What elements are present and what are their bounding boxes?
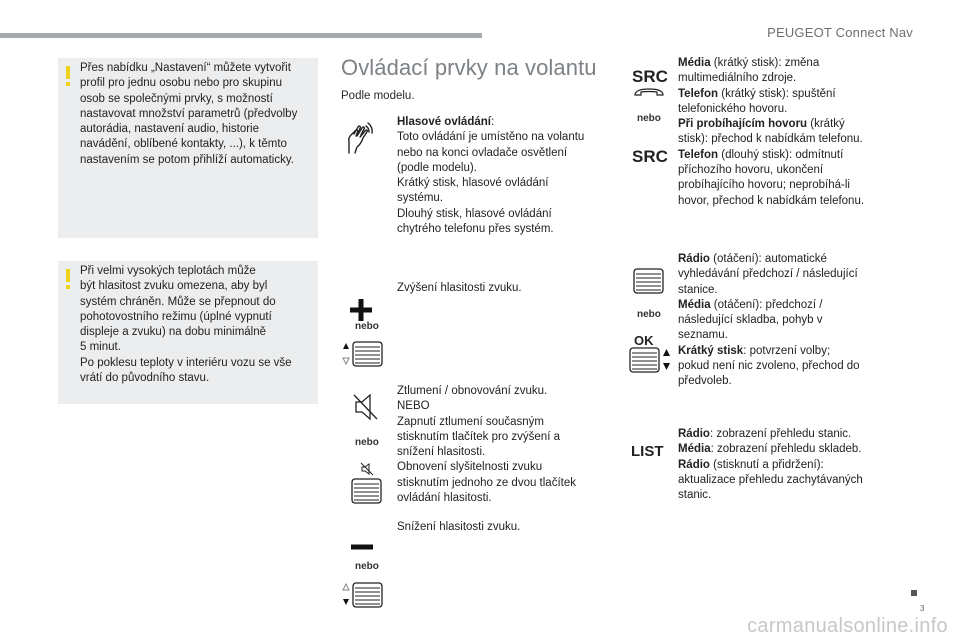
or-label: nebo [355,561,379,572]
list-text: (stisknutí a přidržení): aktualizace přehledu zachytávaných stanic. [678,458,863,502]
mute-text: Ztlumení / obnovování zvuku. NEBO Zapnutí ztlumení současným stisknutím tlačítek pro zvýšení a snížení hlasitosti. Obnovení slyšitelnosti zvuku stisknutím jednoho ze dvou tlačítek ovládání hlasitosti. [397,385,576,505]
list-label: LIST [631,443,664,460]
voice-command-label: Hlasové ovládání [397,116,491,128]
section-title: Ovládací prvky na volantu [341,55,597,80]
or-label: nebo [637,113,661,124]
note-marker [66,82,70,86]
scroll-wheel-icon [346,476,384,506]
scroll-wheel-down-icon [340,580,384,610]
header-title: PEUGEOT Connect Nav [767,25,913,40]
list-text: : zobrazení přehledu skladeb. [710,443,862,456]
watermark: carmanualsonline.info [747,615,948,637]
continuation-marker [911,590,917,596]
src-term: Telefon [678,148,719,161]
src-term: Při probíhajícím hovoru [678,118,808,131]
voice-command-icon [344,120,376,154]
section-subtitle: Podle modelu. [341,90,415,102]
note-marker [66,285,70,289]
src-text: (krátký stisk): spuštění telefonického hovoru. [678,87,836,115]
note-marker [66,66,70,79]
thumbwheel-icon [632,266,666,296]
volume-down-text: Snížení hlasitosti zvuku. [397,521,521,533]
src-text: (dlouhý stisk): odmítnutí příchozího hovoru, ukončení probíhajícího hovoru; neprobíhá-li hovor, přechod k nabídkám telefonu. [678,148,865,207]
note-text: Při velmi vysokých teplotách může být hlasitost zvuku omezena, aby byl systém chráněn. Může se přepnout do pohotovostního režimu (úplné vypnutí displeje a zvuku) na dobu minimálně 5 minut. Po poklesu teploty v interiéru vozu se vše vrátí do původního stavu. [80,265,292,385]
header-bar [0,33,482,38]
plus-icon [349,298,373,322]
small-mute-icon [360,462,374,476]
or-label: nebo [355,437,379,448]
src-label: SRC [632,147,668,166]
src-description [678,56,908,209]
list-term: Rádio [678,458,710,471]
note-marker [66,269,70,282]
list-description [678,427,908,503]
minus-icon [350,543,374,551]
thumbwheel-term: Rádio [678,253,710,265]
or-label: nebo [637,309,661,320]
scroll-wheel-up-icon [340,339,384,369]
ok-label: OK [634,333,654,348]
voice-command-description [397,115,627,237]
thumbwheel-text: (otáčení): předchozí / následující skladba, pohyb v seznamu. [678,298,823,342]
volume-up-text: Zvýšení hlasitosti zvuku. [397,282,522,294]
thumbwheel-description [678,252,908,390]
voice-command-text: : Toto ovládání je umístěno na volantu nebo na konci ovladače osvětlení (podle modelu). Krátký stisk, hlasové ovládání systému. Dlouhý stisk, hlasové ovládání chytrého telefonu přes systém. [397,116,585,236]
thumbwheel-term: Krátký stisk [678,344,744,357]
src-term: Telefon [678,87,719,100]
list-text: : zobrazení přehledu stanic. [709,428,852,440]
list-term: Média [678,443,711,456]
thumbwheel-term: Média [678,298,711,311]
src-text: (krátký stisk): přechod k nabídkám telefonu. [678,118,863,146]
thumbwheel-text: (otáčení): automatické vyhledávání předchozí / následující stanice. [678,253,858,296]
note-text: Přes nabídku „Nastavení“ můžete vytvořit profil pro jednu osobu nebo pro skupinu osob se společnými prvky, s možností nastavovat množství parametrů (předvolby autorádia, nastavení audio, historie navádění, oblíbené kontakty, ...), k těmto nastavením se potom přihlíží automaticky. [80,62,298,166]
src-text: (krátký stisk): změna multimediálního zdroje. [678,57,820,85]
info-note-temperature [58,261,318,404]
info-note-profiles [58,58,318,238]
thumbwheel-up-down-icon [628,345,672,375]
or-label: nebo [355,321,379,332]
mute-icon [352,392,380,422]
page-number: 3 [920,604,925,613]
phone-hangup-icon [633,86,665,98]
thumbwheel-text: : potvrzení volby; pokud není nic zvoleno, přechod do předvoleb. [678,344,860,388]
list-term: Rádio [678,428,710,440]
src-label: SRC [632,67,668,86]
src-term: Média [678,57,711,69]
